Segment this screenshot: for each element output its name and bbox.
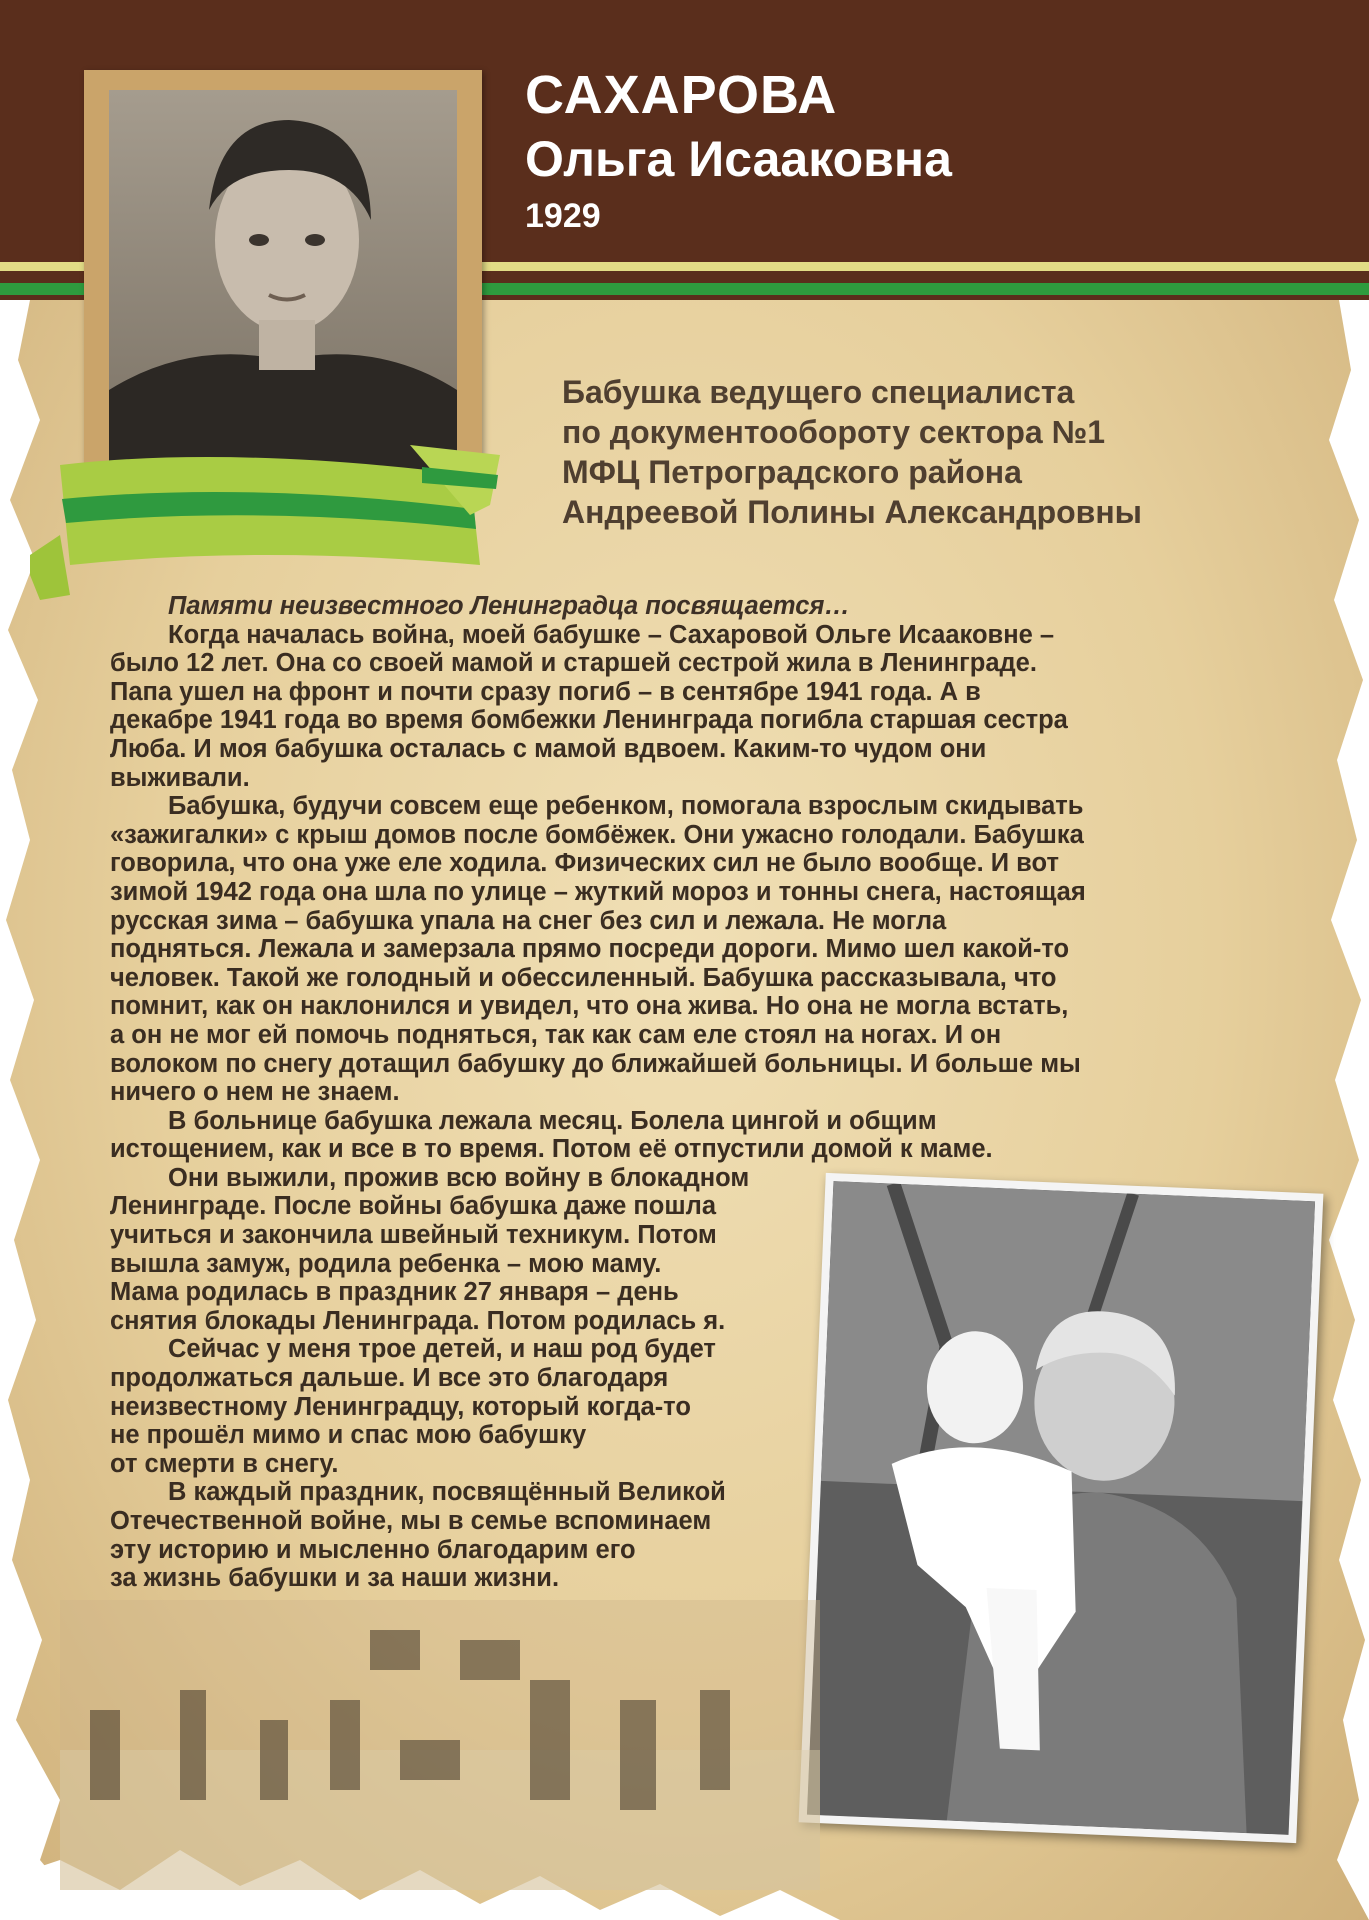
story-paragraph-3 [110, 1107, 1240, 1164]
birth-year: 1929 [525, 197, 601, 235]
story-line: Папа ушел на фронт и почти сразу погиб – в сентябре 1941 года. А в [110, 677, 981, 706]
story-paragraph-2 [110, 792, 1240, 1107]
story-line: русская зима – бабушка упала на снег без сил и лежала. Не могла [110, 906, 947, 935]
name-block [525, 62, 952, 238]
subtitle-line: МФЦ Петроградского района [562, 454, 1022, 490]
story-paragraph-5 [110, 1335, 820, 1478]
story-line: эту историю и мысленно благодарим его [110, 1535, 636, 1564]
story-paragraph-6 [110, 1478, 820, 1592]
story-line: Мама родилась в праздник 27 января – день [110, 1278, 679, 1307]
subtitle-line: по документообороту сектора №1 [562, 414, 1106, 450]
story-line: помнит, как он наклонился и увидел, что она жива. Но она не могла встать, [110, 992, 1069, 1021]
story-line: а он не мог ей помочь подняться, так как сам еле стоял на ногах. И он [110, 1020, 1002, 1049]
story-paragraph-1 [110, 621, 1240, 793]
subtitle-line: Андреевой Полины Александровны [562, 494, 1142, 530]
story-line: Они выжили, прожив всю войну в блокадном [168, 1163, 750, 1192]
story-line: Отечественной войне, мы в семье вспоминаем [110, 1507, 712, 1535]
story-line: зимой 1942 года она шла по улице – жуткий мороз и тонны снега, настоящая [110, 877, 1086, 906]
story-line: вышла замуж, родила ребенка – мою маму. [110, 1249, 662, 1278]
story-line: выживали. [110, 763, 250, 792]
story-line: Люба. И моя бабушка осталась с мамой вдвоем. Каким-то чудом они [110, 734, 987, 763]
story-line: Сейчас у меня трое детей, и наш род будет [168, 1335, 716, 1364]
surname: САХАРОВА [525, 65, 838, 125]
story-line: снятия блокады Ленинграда. Потом родилась я. [110, 1306, 726, 1335]
relation-subtitle [562, 372, 1342, 532]
story-line: говорила, что она уже еле ходила. Физических сил не было вообще. И вот [110, 849, 1059, 878]
story-line: не прошёл мимо и спас мою бабушку [110, 1421, 587, 1450]
dedication-line: Памяти неизвестного Ленинградца посвящается… [168, 592, 850, 620]
subtitle-line: Бабушка ведущего специалиста [562, 374, 1075, 410]
story-line: было 12 лет. Она со своей мамой и старшей сестрой жила в Ленинграде. [110, 649, 1037, 678]
story-line: ничего о нем не знаем. [110, 1078, 400, 1107]
story-line: Ленинграде. После войны бабушка даже пошла [110, 1192, 717, 1221]
story-line: Когда началась война, моей бабушке – Сахаровой Ольге Исааковне – [168, 620, 1055, 649]
story-line: Бабушка, будучи совсем еще ребенком, помогала взрослым скидывать [168, 792, 1084, 821]
full-name: Ольга Исааковна [525, 131, 952, 187]
story-line: «зажигалки» с крыш домов после бомбёжек. Они ужасно голодали. Бабушка [110, 820, 1084, 849]
story-line: учиться и закончила швейный техникум. Потом [110, 1221, 717, 1250]
blockade-scene-image [60, 1600, 820, 1890]
story-line: истощением, как и все в то время. Потом её отпустили домой к маме. [110, 1135, 993, 1164]
story-line: декабре 1941 года во время бомбежки Ленинграда погибла старшая сестра [110, 706, 1068, 735]
story-line: В каждый праздник, посвящённый Великой [168, 1478, 726, 1507]
story-paragraph-4 [110, 1164, 820, 1336]
story-line: волоком по снегу дотащил бабушку до ближайшей больницы. И больше мы [110, 1049, 1081, 1078]
portrait-photo [109, 90, 457, 480]
story-line: человек. Такой же голодный и обессиленный. Бабушка рассказывала, что [110, 963, 1057, 992]
story-line: подняться. Лежала и замерзала прямо посреди дороги. Мимо шел какой-то [110, 935, 1070, 964]
story-line: от смерти в снегу. [110, 1449, 339, 1478]
story-line: продолжаться дальше. И все это благодаря [110, 1364, 669, 1393]
story-line: неизвестному Ленинградцу, который когда-то [110, 1392, 691, 1421]
story-line: за жизнь бабушки и за наши жизни. [110, 1564, 560, 1593]
story-text [110, 592, 1240, 1593]
story-line: В больнице бабушка лежала месяц. Болела цингой и общим [168, 1106, 937, 1135]
